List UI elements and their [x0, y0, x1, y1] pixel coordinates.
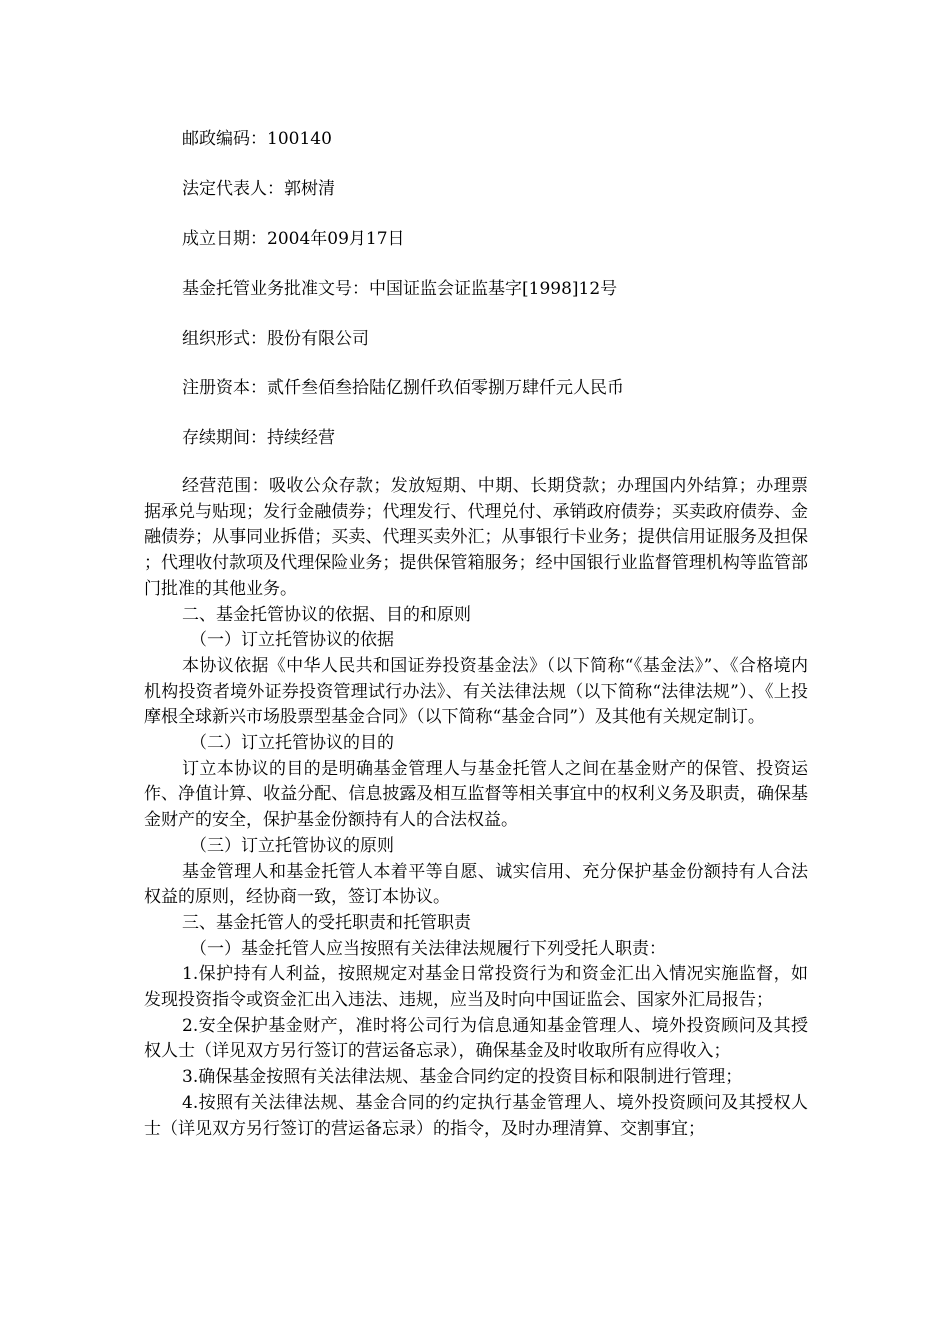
section-3-1-heading: （一）基金托管人应当按照有关法律法规履行下列受托人职责：: [190, 938, 666, 959]
legal-representative-line: 法定代表人：郭树清: [182, 179, 335, 199]
section-2-1-heading: （一）订立托管协议的依据: [190, 630, 394, 651]
section-2-heading: 二、基金托管协议的依据、目的和原则: [182, 604, 471, 625]
founding-date-line: 成立日期：2004年09月17日: [182, 229, 405, 249]
section-2-2-heading: （二）订立托管协议的目的: [190, 733, 394, 754]
section-2-1-paragraph: 本协议依据《中华人民共和国证券投资基金法》（以下简称“《基金法》”、《合格境内机构投资者境外证券投资管理试行办法》、有关法律法规（以下简称“法律法规”）、《上投摩根全球新兴市场股票型基金合同》（以下简称“基金合同”）及其他有关规定制订。: [144, 655, 808, 728]
duty-item-3: 3.确保基金按照有关法律法规、基金合同约定的投资目标和限制进行管理；: [182, 1067, 743, 1088]
approval-number-line: 基金托管业务批准文号：中国证监会证监基字[1998]12号: [182, 279, 618, 299]
duration-line: 存续期间：持续经营: [182, 428, 335, 448]
section-2-3-heading: （三）订立托管协议的原则: [190, 835, 394, 856]
duty-item-2: 2.安全保护基金财产，准时将公司行为信息通知基金管理人、境外投资顾问及其授权人士（详见双方另行签订的营运备忘录），确保基金及时收取所有应得收入；: [144, 1015, 808, 1062]
duty-item-1: 1.保护持有人利益，按照规定对基金日常投资行为和资金汇出入情况实施监督，如发现投资指令或资金汇出入违法、违规，应当及时向中国证监会、国家外汇局报告；: [144, 964, 808, 1011]
registered-capital-line: 注册资本：贰仟叁佰叁拾陆亿捌仟玖佰零捌万肆仟元人民币: [182, 378, 624, 398]
business-scope-paragraph: 经营范围：吸收公众存款；发放短期、中期、长期贷款；办理国内外结算；办理票据承兑与贴现；发行金融债券；代理发行、代理兑付、承销政府债券；买卖政府债券、金融债券；从事同业拆借；买卖、代理买卖外汇；从事银行卡业务；提供信用证服务及担保；代理收付款项及代理保险业务；提供保管箱服务；经中国银行业监督管理机构等监管部门批准的其他业务。: [144, 476, 808, 599]
document-body: [144, 474, 808, 1142]
organization-form-line: 组织形式：股份有限公司: [182, 329, 369, 349]
duty-item-4: 4.按照有关法律法规、基金合同的约定执行基金管理人、境外投资顾问及其授权人士（详见双方另行签订的营运备忘录）的指令，及时办理清算、交割事宜；: [144, 1092, 808, 1139]
section-2-3-paragraph: 基金管理人和基金托管人本着平等自愿、诚实信用、充分保护基金份额持有人合法权益的原则，经协商一致，签订本协议。: [144, 861, 808, 908]
section-2-2-paragraph: 订立本协议的目的是明确基金管理人与基金托管人之间在基金财产的保管、投资运作、净值计算、收益分配、信息披露及相互监督等相关事宜中的权利义务及职责，确保基金财产的安全，保护基金份额持有人的合法权益。: [144, 758, 808, 831]
postal-code-line: 邮政编码：100140: [182, 129, 332, 149]
section-3-heading: 三、基金托管人的受托职责和托管职责: [182, 912, 471, 933]
